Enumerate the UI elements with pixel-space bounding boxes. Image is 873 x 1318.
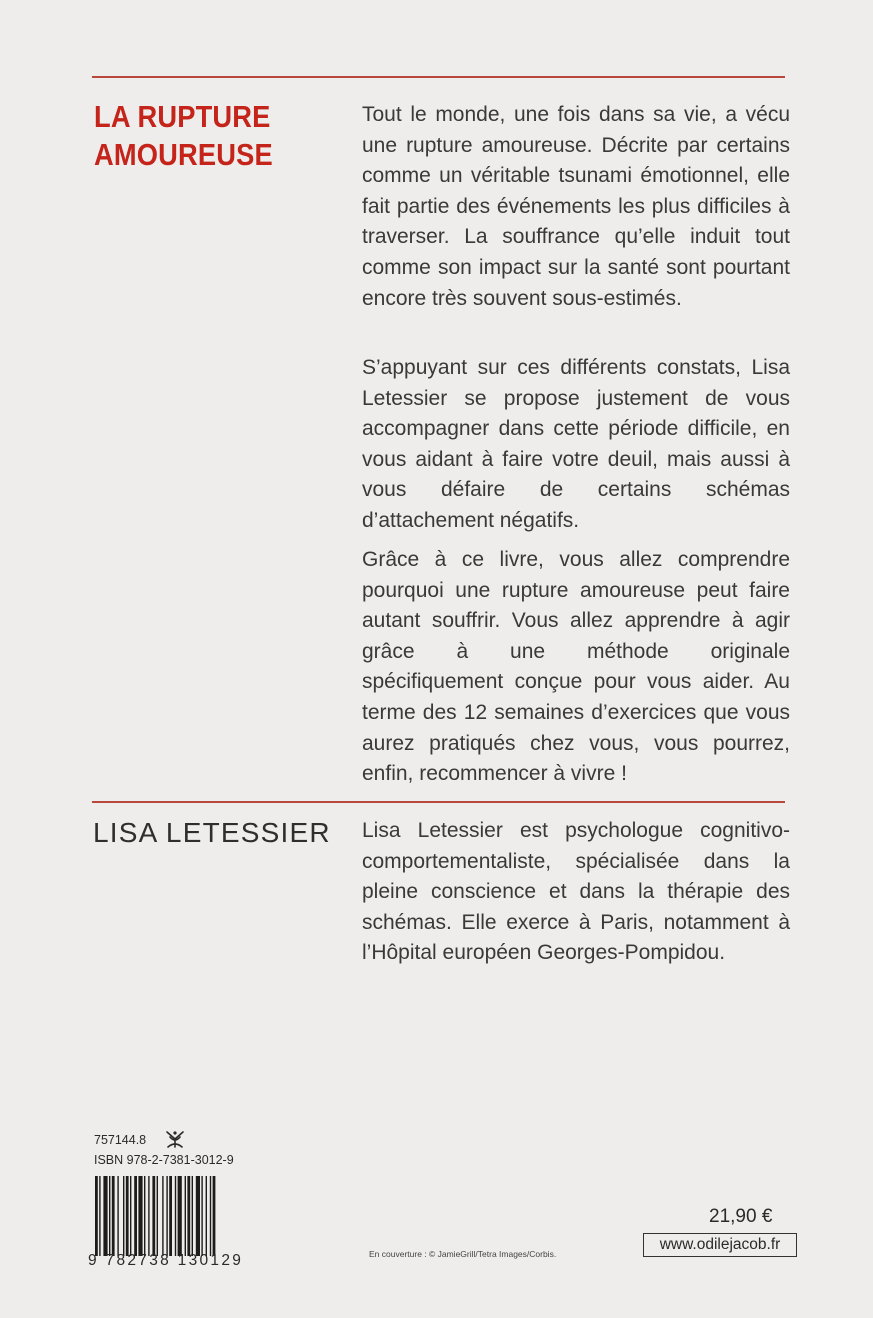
product-code: 757144.8 bbox=[94, 1133, 147, 1147]
price: 21,90 € bbox=[709, 1206, 773, 1227]
publisher-website[interactable]: www.odilejacob.fr bbox=[643, 1233, 797, 1257]
cover-credit: En couverture : © JamieGrill/Tetra Images/Corbis. bbox=[369, 1249, 557, 1259]
top-divider bbox=[92, 76, 785, 78]
author-bio: Lisa Letessier est psychologue cognitivo-comportementaliste, spécialisée dans la pleine conscience et dans la thérapie des schémas. Elle exerce à Paris, notamment à l’Hôpital européen Georges-Pompidou. bbox=[362, 819, 790, 965]
summary-paragraph-2: S’appuyant sur ces différents constats, Lisa Letessier se propose justement de vous accompagner dans cette période difficile, en vous aidant à faire votre deuil, mais aussi à vous défaire de certains schémas d’attachement négatifs. bbox=[362, 356, 790, 532]
barcode-digits: 9 782738 130129 bbox=[88, 1252, 244, 1269]
barcode-icon bbox=[95, 1176, 255, 1256]
author-name: LISA LETESSIER bbox=[93, 817, 331, 848]
book-title: LA RUPTURE AMOUREUSE bbox=[94, 99, 273, 172]
summary-paragraph-3: Grâce à ce livre, vous allez comprendre pourquoi une rupture amoureuse peut faire autant souffrir. Vous allez apprendre à agir grâce à une méthode originale spécifiquement conçue pour vous aider. Au terme des 12 semaines d’exercices que vous aurez pratiqués chez vous, vous pourrez, enfin, recommencer à vivre ! bbox=[362, 548, 790, 786]
isbn: ISBN 978-2-7381-3012-9 bbox=[94, 1153, 234, 1167]
middle-divider bbox=[92, 801, 785, 803]
summary-paragraph-1: Tout le monde, une fois dans sa vie, a vécu une rupture amoureuse. Décrite par certains comme un véritable tsunami émotionnel, elle fait partie des événements les plus difficiles à traverser. La souffrance qu’elle induit tout comme son impact sur la santé sont pourtant encore très souvent sous-estimés. bbox=[362, 103, 790, 310]
odile-jacob-logo-icon bbox=[164, 1129, 186, 1149]
